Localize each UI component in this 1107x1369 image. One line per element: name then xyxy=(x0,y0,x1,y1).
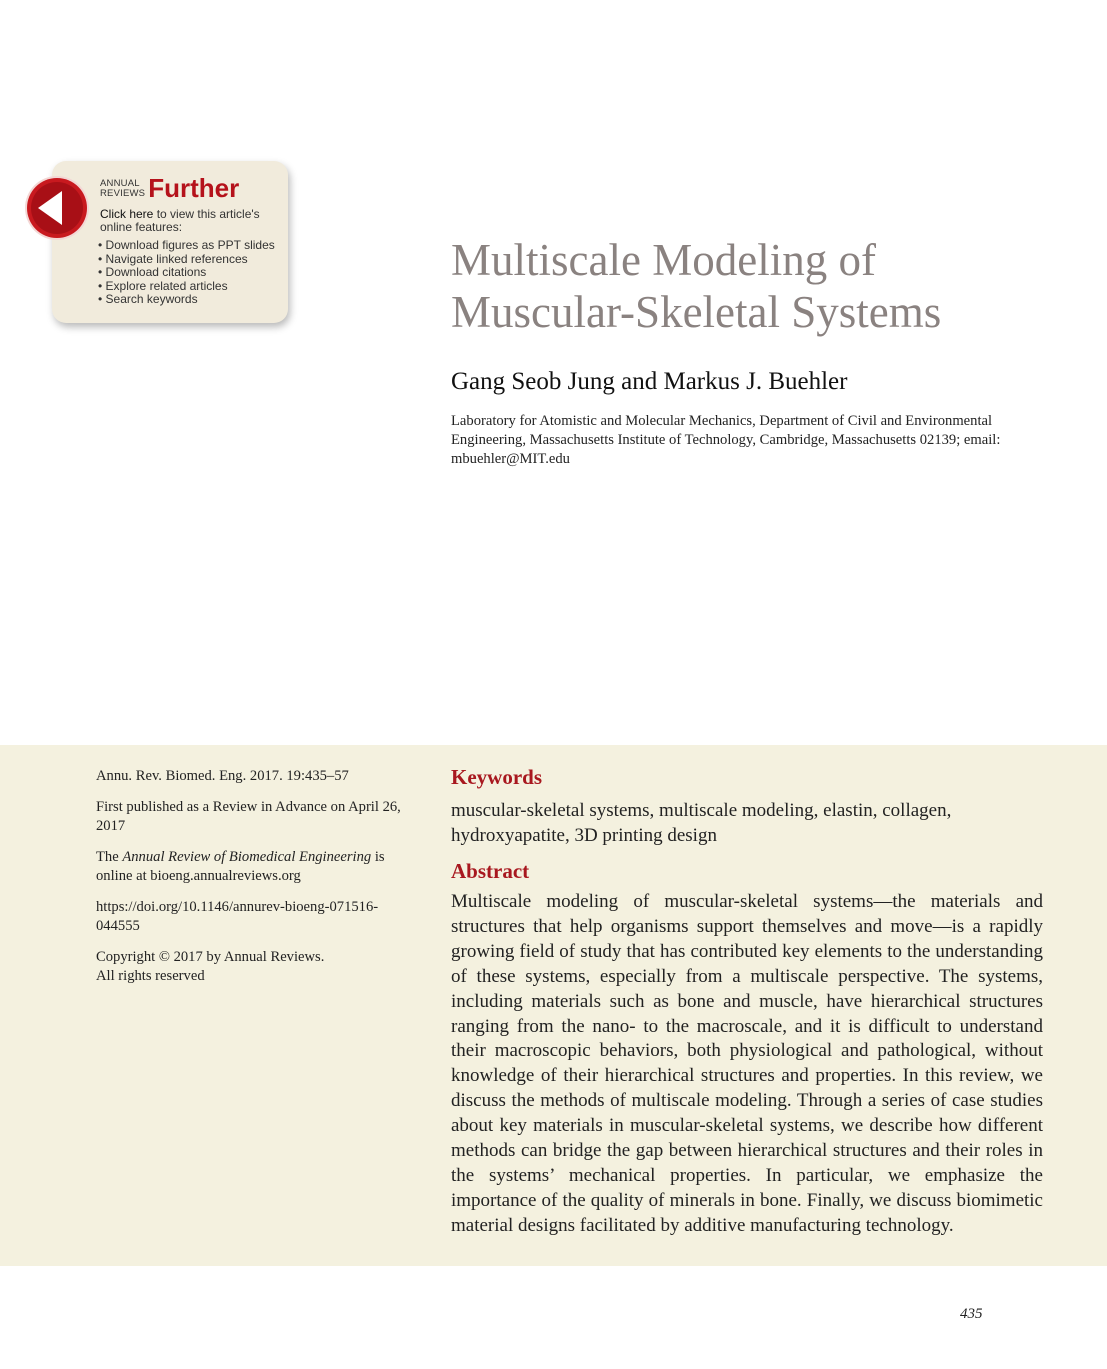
title-line-1: Multiscale Modeling of xyxy=(451,235,876,285)
click-here-link[interactable]: Click here xyxy=(100,207,154,221)
keywords-abstract xyxy=(451,765,1043,1239)
further-intro xyxy=(100,208,282,234)
citation: Annu. Rev. Biomed. Eng. 2017. 19:435–57 xyxy=(96,768,349,784)
article-title xyxy=(451,234,1071,338)
publication-meta xyxy=(96,767,416,998)
reviews-label: REVIEWS xyxy=(100,188,146,199)
further-feature-list xyxy=(98,239,275,307)
keywords-text: muscular-skeletal systems, multiscale modeling, elastin, collagen, hydroxyapatite, 3D printing design xyxy=(451,800,952,846)
feature-download-figures[interactable]: • Download figures as PPT slides xyxy=(98,239,275,253)
authors: Gang Seob Jung and Markus J. Buehler xyxy=(451,368,848,395)
feature-navigate-references[interactable]: • Navigate linked references xyxy=(98,253,275,267)
further-intro-text: to view this article's online features: xyxy=(100,207,260,234)
affiliation: Laboratory for Atomistic and Molecular Mechanics, Department of Civil and Environmental Engineering, Massachusetts Institute of Technology, Cambridge, Massachusetts 02139; email: mbuehler@MIT.edu xyxy=(451,413,1001,467)
feature-search-keywords[interactable]: • Search keywords xyxy=(98,293,275,307)
copyright-line-2: All rights reserved xyxy=(96,968,205,984)
feature-download-citations[interactable]: • Download citations xyxy=(98,266,275,280)
further-box[interactable] xyxy=(52,161,288,323)
journal-name: Annual Review of Biomedical Engineering xyxy=(122,849,372,865)
page-number: 435 xyxy=(960,1306,983,1322)
abstract-heading: Abstract xyxy=(451,859,530,883)
feature-related-articles[interactable]: • Explore related articles xyxy=(98,280,275,294)
copyright xyxy=(96,948,416,986)
back-arrow-icon[interactable] xyxy=(24,175,90,241)
annual-label: ANNUAL xyxy=(100,178,140,189)
first-published: First published as a Review in Advance on April 26, 2017 xyxy=(96,799,401,834)
further-title: Further xyxy=(148,173,240,203)
keywords-heading: Keywords xyxy=(451,765,542,789)
journal-suffix: is online at bioeng.annualreviews.org xyxy=(96,849,385,884)
doi-link[interactable]: https://doi.org/10.1146/annurev-bioeng-071516-044555 xyxy=(96,899,379,934)
title-line-2: Muscular-Skeletal Systems xyxy=(451,287,942,337)
journal-online xyxy=(96,848,416,886)
copyright-line-1: Copyright © 2017 by Annual Reviews. xyxy=(96,949,325,965)
abstract-text: Multiscale modeling of muscular-skeletal systems—the materials and structures that help organisms support themselves and move—is a rapidly growing field of study that has contributed key elements to the understanding of these systems, especially from a multiscale perspective. The systems, including materials such as bone and muscle, have hierarchical structures ranging from the nano- to the macroscale, and it is difficult to understand their macroscopic behaviors, both physiological and pathological, without knowledge of their hierarchical structures and properties. In this review, we discuss the methods of multiscale modeling. Through a series of case studies about key materials in muscular-skeletal systems, we describe how different methods can bridge the gap between hierarchical structures and their roles in the systems’ mechanical properties. In particular, we emphasize the importance of the quality of minerals in bone. Finally, we discuss biomimetic material designs facilitated by additive manufacturing technology. xyxy=(451,891,1043,1236)
journal-prefix: The xyxy=(96,849,123,865)
abstract-band xyxy=(0,745,1107,1266)
annual-reviews-logo xyxy=(100,179,145,199)
further-header xyxy=(100,173,240,203)
